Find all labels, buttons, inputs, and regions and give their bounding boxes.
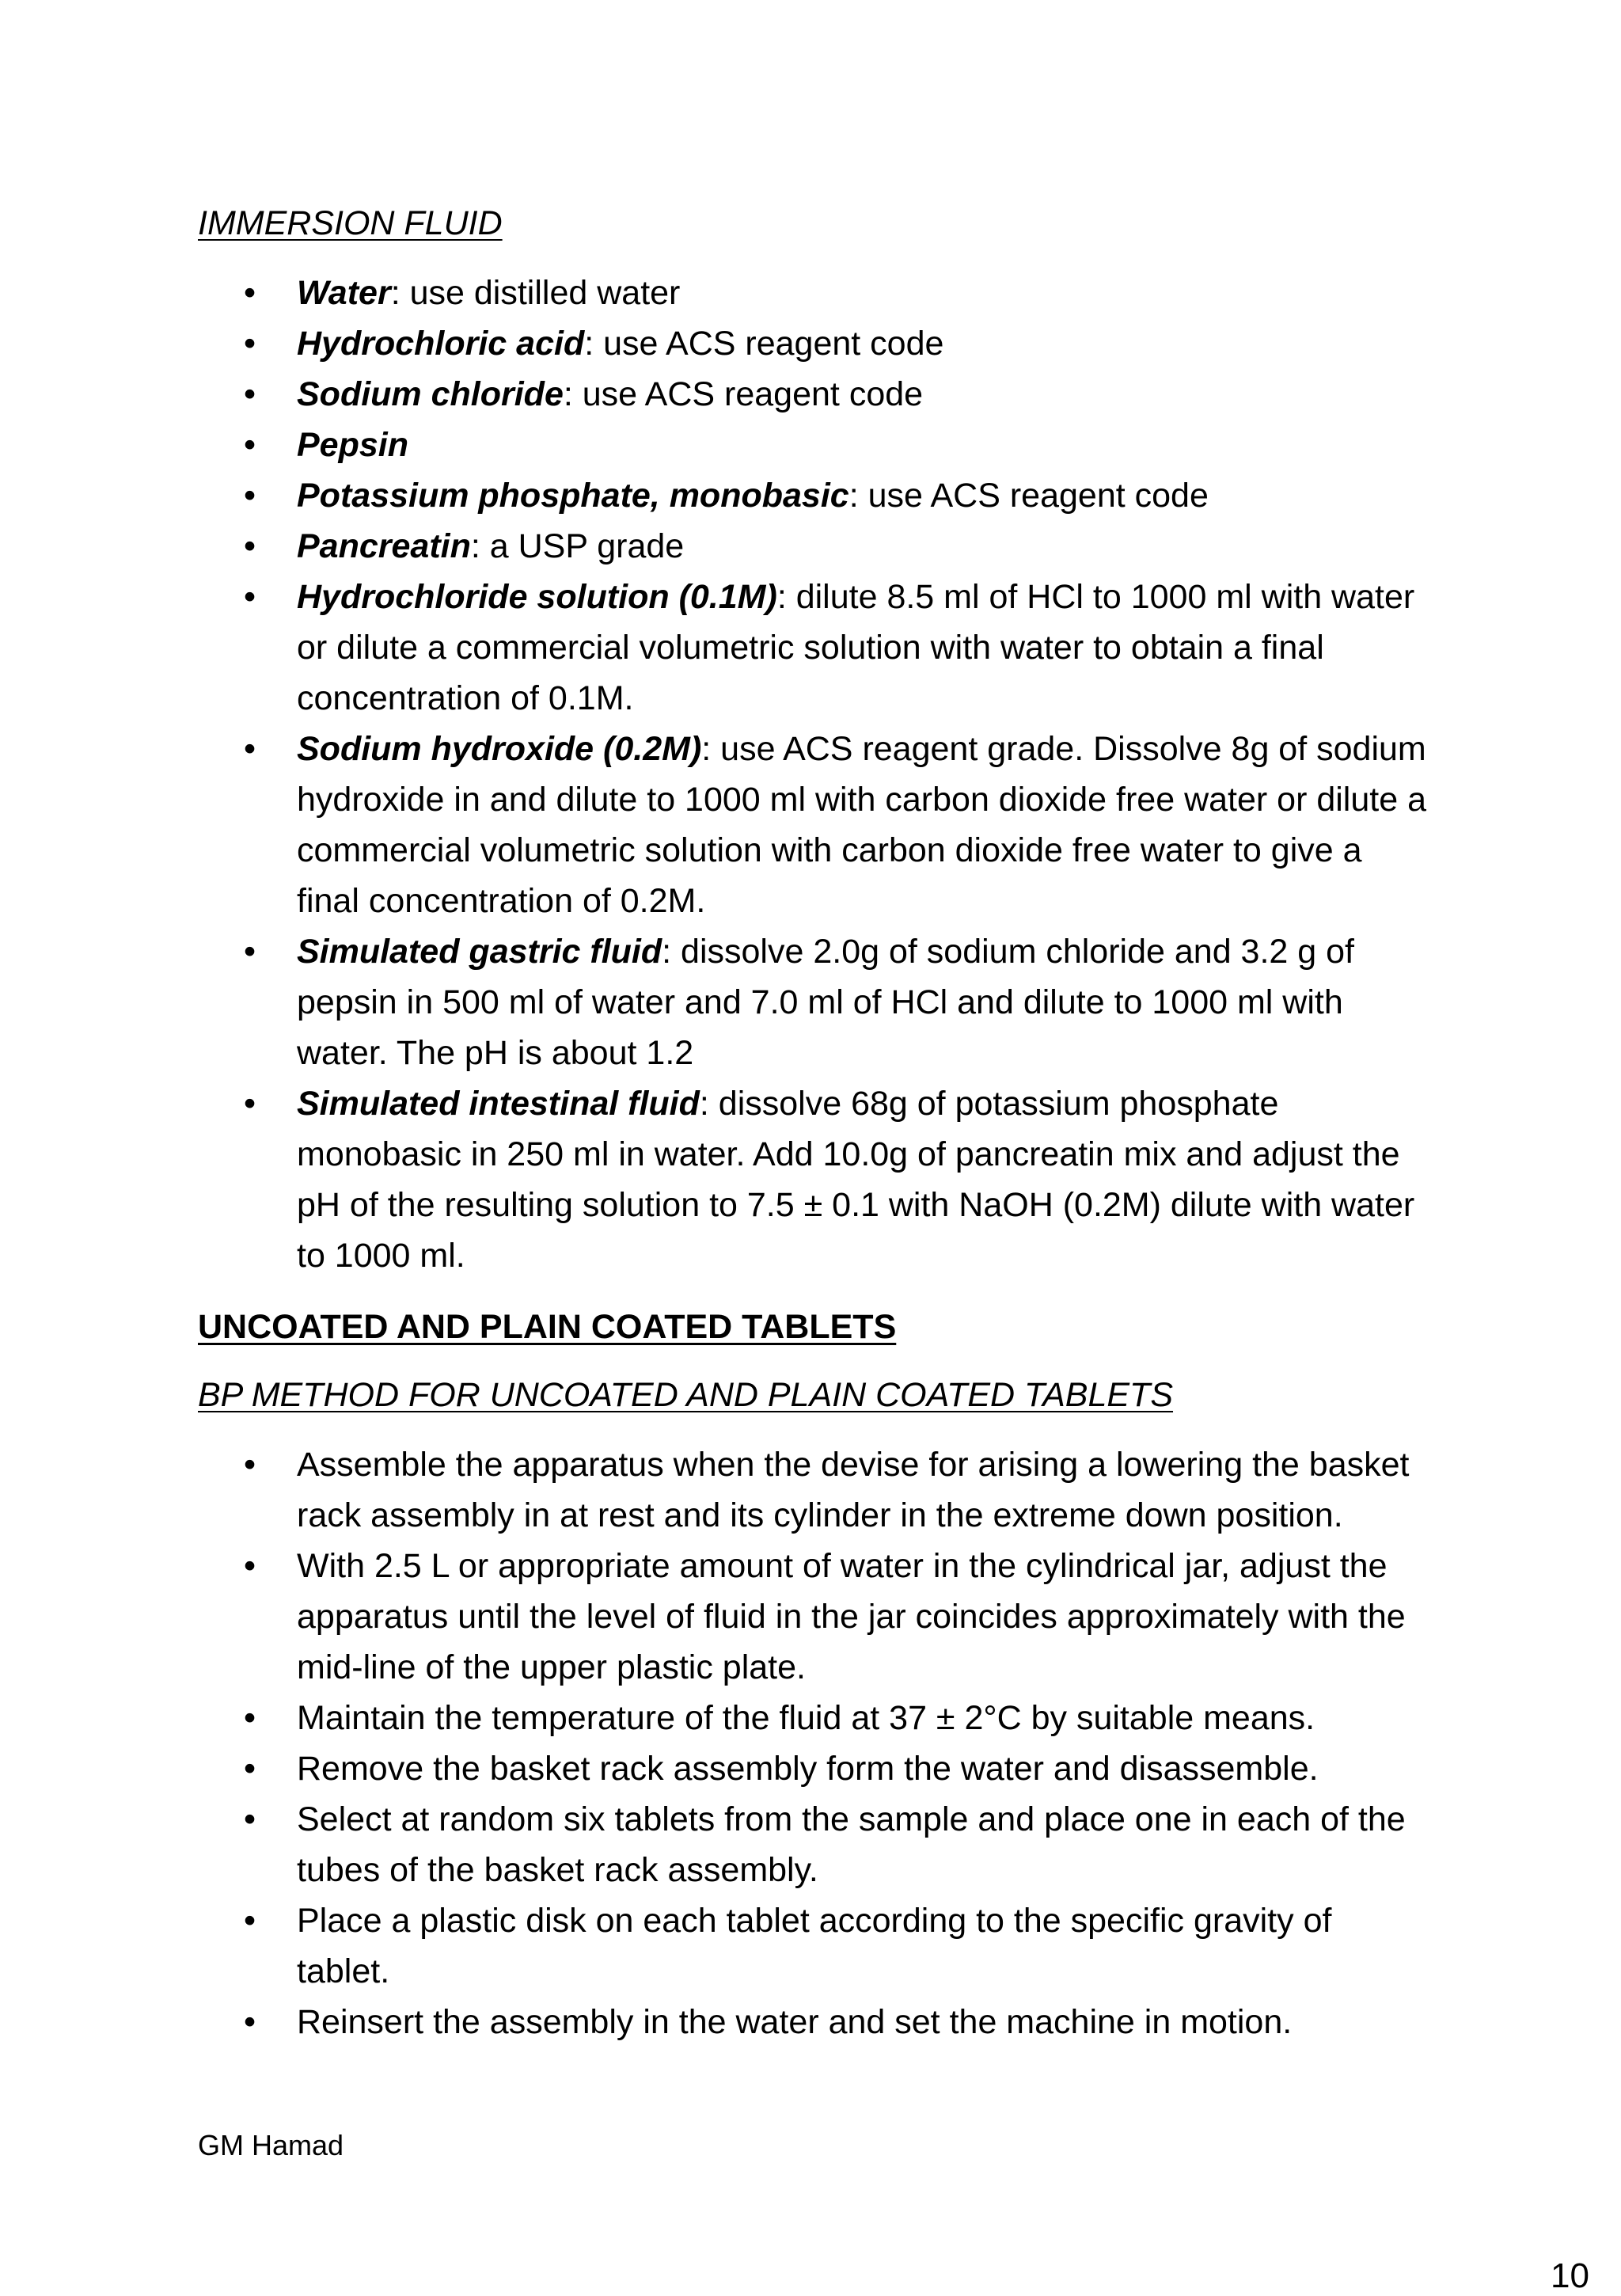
list-item (198, 470, 1433, 521)
list-item: • Maintain the temperature of the fluid at 37 ± 2°C by suitable means. (198, 1693, 1433, 1743)
list-item (198, 369, 1433, 420)
item-text: : use ACS reagent grade. Dissolve 8g of sodium hydroxide in and dilute to 1000 ml with carbon dioxide free water or dilute a commercial volumetric solution with carbon dioxide free water to give a final concentration of 0.2M. (297, 730, 1426, 920)
list-item (198, 724, 1433, 926)
list-item: • Remove the basket rack assembly form the water and disassemble. (198, 1743, 1433, 1794)
item-text: : use ACS reagent code (848, 477, 1209, 515)
spacer (198, 1352, 1433, 1370)
item-term: Sodium hydroxide (0.2M) (297, 730, 702, 768)
footer-author: GM Hamad (198, 2129, 344, 2161)
page-number: 10 (1551, 2256, 1589, 2295)
list-item (198, 521, 1433, 572)
immersion-fluid-list (198, 268, 1433, 1281)
bp-method-subheading: BP METHOD FOR UNCOATED AND PLAIN COATED TABLETS (198, 1376, 1174, 1414)
list-item: • Assemble the apparatus when the devise for arising a lowering the basket rack assembly in at rest and its cylinder in the extreme down position. (198, 1439, 1433, 1541)
bp-method-steps (198, 1439, 1433, 2047)
list-item (198, 420, 1433, 470)
item-text: : dissolve 2.0g of sodium chloride and 3.2 g of pepsin in 500 ml of water and 7.0 ml of HCl and dilute to 1000 ml with water. The pH is about 1.2 (297, 933, 1355, 1072)
item-term: Pancreatin (297, 527, 471, 565)
list-item: • Place a plastic disk on each tablet according to the specific gravity of tablet. (198, 1895, 1433, 1997)
item-term: Simulated intestinal fluid (297, 1085, 700, 1123)
item-text: : dilute 8.5 ml of HCl to 1000 ml with water or dilute a commercial volumetric solution with water to obtain a final concentration of 0.1M. (297, 578, 1415, 717)
immersion-fluid-heading: IMMERSION FLUID (198, 204, 503, 242)
item-text: : use distilled water (390, 274, 681, 312)
list-item: • Reinsert the assembly in the water and set the machine in motion. (198, 1997, 1433, 2047)
list-item (198, 318, 1433, 369)
item-term: Simulated gastric fluid (297, 933, 662, 971)
item-text: : use ACS reagent code (563, 375, 924, 413)
list-item (198, 268, 1433, 318)
item-term: Hydrochloride solution (0.1M) (297, 578, 777, 616)
item-text: : use ACS reagent code (584, 325, 944, 363)
item-term: Water (297, 274, 391, 312)
list-item (198, 572, 1433, 724)
list-item: • Select at random six tablets from the sample and place one in each of the tubes of the basket rack assembly. (198, 1794, 1433, 1895)
list-item (198, 926, 1433, 1078)
item-term: Hydrochloric acid (297, 325, 585, 363)
item-text: : dissolve 68g of potassium phosphate monobasic in 250 ml in water. Add 10.0g of pancreatin mix and adjust the pH of the resulting solution to 7.5 ± 0.1 with NaOH (0.2M) dilute with water to 1000 ml. (297, 1085, 1415, 1275)
document-body (198, 198, 1433, 2068)
item-term: Sodium chloride (297, 375, 564, 413)
uncoated-tablets-heading: UNCOATED AND PLAIN COATED TABLETS (198, 1308, 897, 1346)
list-item (198, 1078, 1433, 1281)
item-term: Pepsin (297, 426, 408, 464)
list-item: • With 2.5 L or appropriate amount of water in the cylindrical jar, adjust the apparatus until the level of fluid in the jar coincides approximately with the mid-line of the upper plastic plate. (198, 1541, 1433, 1693)
item-term: Potassium phosphate, monobasic (297, 477, 849, 515)
item-text: : a USP grade (470, 527, 685, 565)
